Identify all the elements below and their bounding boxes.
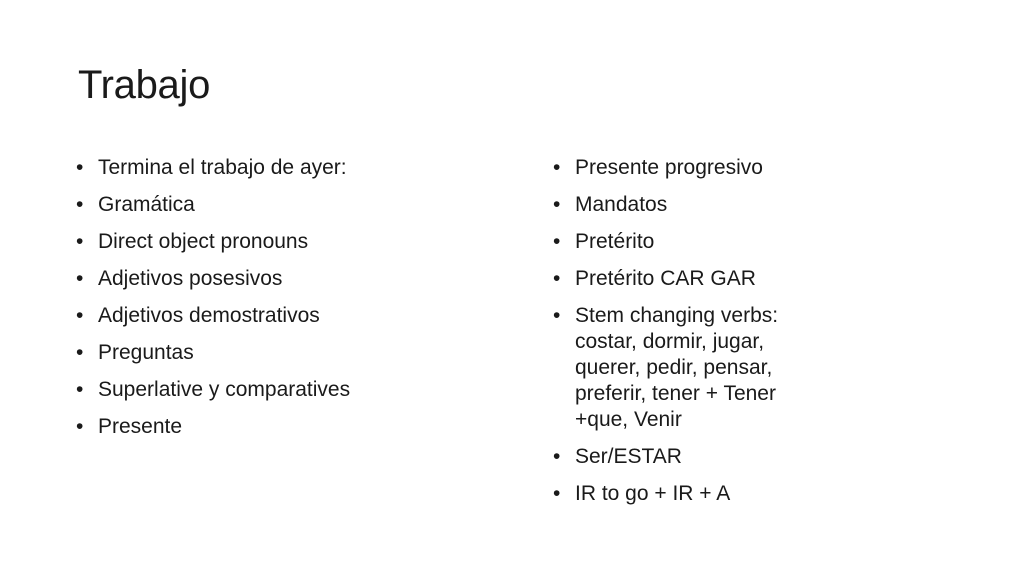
list-item-text: Adjetivos demostrativos [98,304,320,327]
list-item [553,229,833,255]
list-item-text: Preguntas [98,341,194,364]
bullet-icon: • [76,378,84,401]
list-item-text: Pretérito [575,230,655,253]
list-item [76,303,376,329]
list-item-text: Presente [98,415,183,438]
list-item-text: Direct object pronouns [98,230,309,253]
bullet-icon: • [76,304,84,327]
bullet-icon: • [553,482,561,505]
list-item [76,377,376,403]
slide-title: Trabajo [78,63,211,107]
bullet-icon: • [76,156,84,179]
list-item [76,414,376,440]
bullet-icon: • [76,415,84,438]
bullet-icon: • [553,267,561,290]
list-item [76,229,376,255]
bullet-icon: • [553,156,561,179]
list-item-text: Mandatos [575,193,668,216]
right-bullet-list [553,155,833,518]
bullet-icon: • [553,193,561,216]
list-item [553,303,833,433]
list-item [553,481,833,507]
list-item-text: Termina el trabajo de ayer: [98,156,347,179]
list-item [76,155,376,181]
list-item-text: Presente progresivo [575,156,763,179]
bullet-icon: • [553,445,561,468]
list-item-text: Pretérito CAR GAR [575,267,756,290]
left-bullet-list [76,155,376,451]
list-item [553,266,833,292]
list-item [553,155,833,181]
list-item-text: Gramática [98,193,195,216]
list-item [553,444,833,470]
list-item [76,266,376,292]
list-item-text: Superlative y comparatives [98,378,351,401]
list-item [76,192,376,218]
list-item [76,340,376,366]
list-item-text: IR to go + IR + A [575,482,731,505]
list-item-text: Ser/ESTAR [575,445,682,468]
list-item [553,192,833,218]
bullet-icon: • [76,193,84,216]
list-item-text: Stem changing verbs: costar, dormir, jugar, querer, pedir, pensar, preferir, tener + Tener +que, Venir [575,304,779,431]
list-item-text: Adjetivos posesivos [98,267,283,290]
bullet-icon: • [76,230,84,253]
bullet-icon: • [553,230,561,253]
bullet-icon: • [76,341,84,364]
bullet-icon: • [553,304,561,327]
bullet-icon: • [76,267,84,290]
